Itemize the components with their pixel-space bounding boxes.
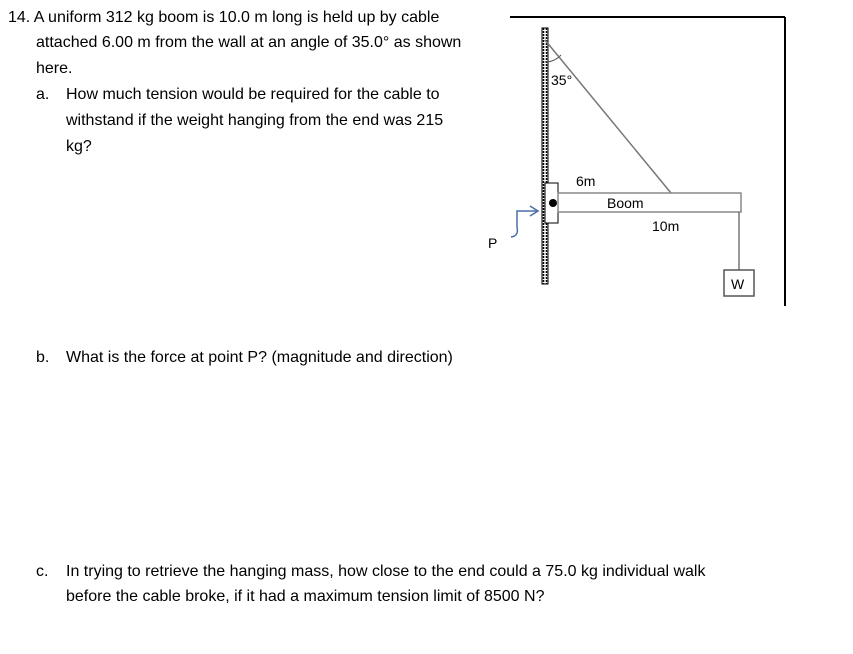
question-line-3: here. — [36, 60, 73, 77]
part-b-marker: b. — [36, 349, 50, 366]
part-c-line-1: In trying to retrieve the hanging mass, how close to the end could a 75.0 kg individual walk — [66, 563, 706, 580]
part-c-marker: c. — [36, 563, 49, 580]
boom-label: Boom — [607, 195, 644, 211]
cable-attach-label: 6m — [576, 173, 596, 189]
angle-label: 35° — [551, 72, 573, 88]
boom-length-label: 10m — [652, 218, 680, 234]
part-a-line-2: withstand if the weight hanging from the end was 215 — [66, 112, 444, 129]
part-a-line-1: How much tension would be required for the cable to — [66, 86, 440, 103]
question-line-2: attached 6.00 m from the wall at an angle of 35.0° as shown — [36, 34, 462, 51]
pivot-pin — [549, 199, 557, 207]
weight-label: W — [731, 276, 745, 292]
pivot-label: P — [488, 235, 498, 251]
wall — [542, 28, 548, 284]
part-a-marker: a. — [36, 86, 50, 103]
part-c-line-2: before the cable broke, if it had a maximum tension limit of 8500 N? — [66, 588, 545, 605]
boom-beam — [558, 193, 741, 212]
part-a-line-3: kg? — [66, 138, 92, 155]
cable — [545, 40, 671, 193]
question-line-1: 14. A uniform 312 kg boom is 10.0 m long is held up by cable — [8, 9, 440, 26]
part-b-line-1: What is the force at point P? (magnitude and direction) — [66, 349, 453, 366]
